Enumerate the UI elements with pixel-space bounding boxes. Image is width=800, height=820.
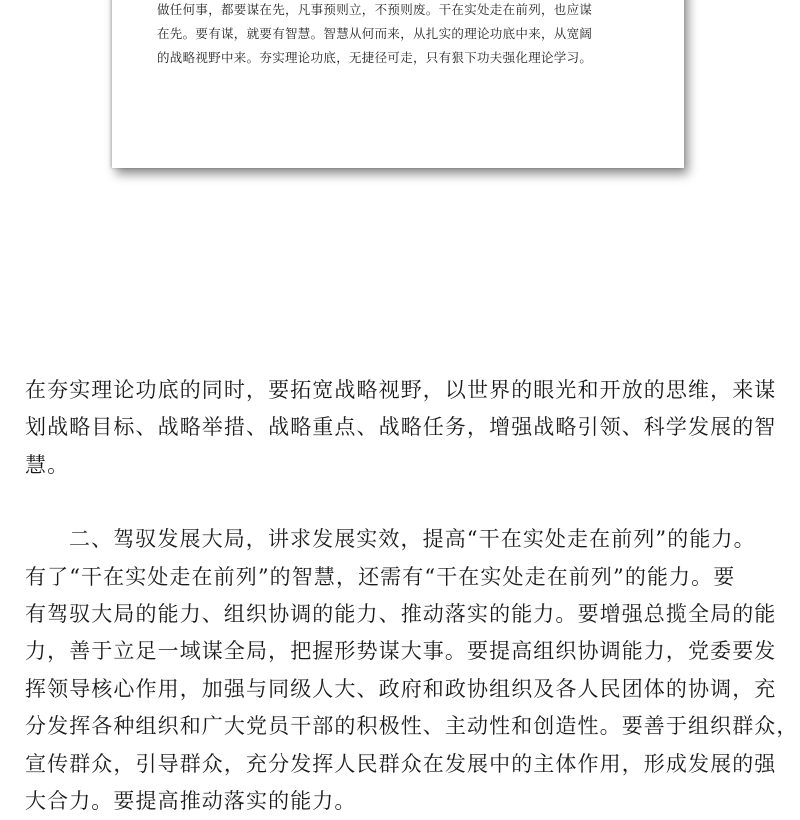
document-body — [25, 372, 799, 820]
paragraph-strategic-vision — [25, 372, 775, 484]
document-page-preview — [112, 0, 684, 168]
body-line: 慧。 — [25, 452, 70, 477]
paragraph-ability — [25, 521, 799, 820]
body-line: 力，善于立足一域谋全局，把握形势谋大事。要提高组织协调能力，党委要发 — [25, 639, 777, 664]
body-line: 划战略目标、战略举措、战略重点、战略任务，增强战略引领、科学发展的智 — [25, 415, 777, 440]
paragraph-gap — [25, 484, 775, 521]
page-preview-text — [157, 0, 647, 70]
page-preview-line: 做任何事，都要谋在先，凡事预则立，不预则废。干在实处走在前列，也应谋 — [157, 2, 593, 17]
body-line: 有了“干在实处走在前列”的智慧，还需有“干在实处走在前列”的能力。要 — [25, 564, 736, 589]
body-line: 大合力。要提高推动落实的能力。 — [25, 788, 357, 813]
page-preview-line: 的战略视野中来。夯实理论功底，无捷径可走，只有狠下功夫强化理论学习。 — [157, 50, 593, 65]
body-line: 宣传群众，引导群众，充分发挥人民群众在发展中的主体作用，形成发展的强 — [25, 751, 777, 776]
section-heading: 二、驾驭发展大局，讲求发展实效，提高“干在实处走在前列”的能力。 — [69, 527, 756, 552]
body-line: 挥领导核心作用，加强与同级人大、政府和政协组织及各人民团体的协调，充 — [25, 676, 777, 701]
body-line: 分发挥各种组织和广大党员干部的积极性、主动性和创造性。要善于组织群众， — [25, 714, 799, 739]
body-line: 在夯实理论功底的同时，要拓宽战略视野，以世界的眼光和开放的思维，来谋 — [25, 378, 777, 402]
page-preview-line: 在先。要有谋，就要有智慧。智慧从何而来，从扎实的理论功底中来，从宽阔 — [157, 26, 593, 41]
body-line: 有驾驭大局的能力、组织协调的能力、推动落实的能力。要增强总揽全局的能 — [25, 601, 777, 626]
